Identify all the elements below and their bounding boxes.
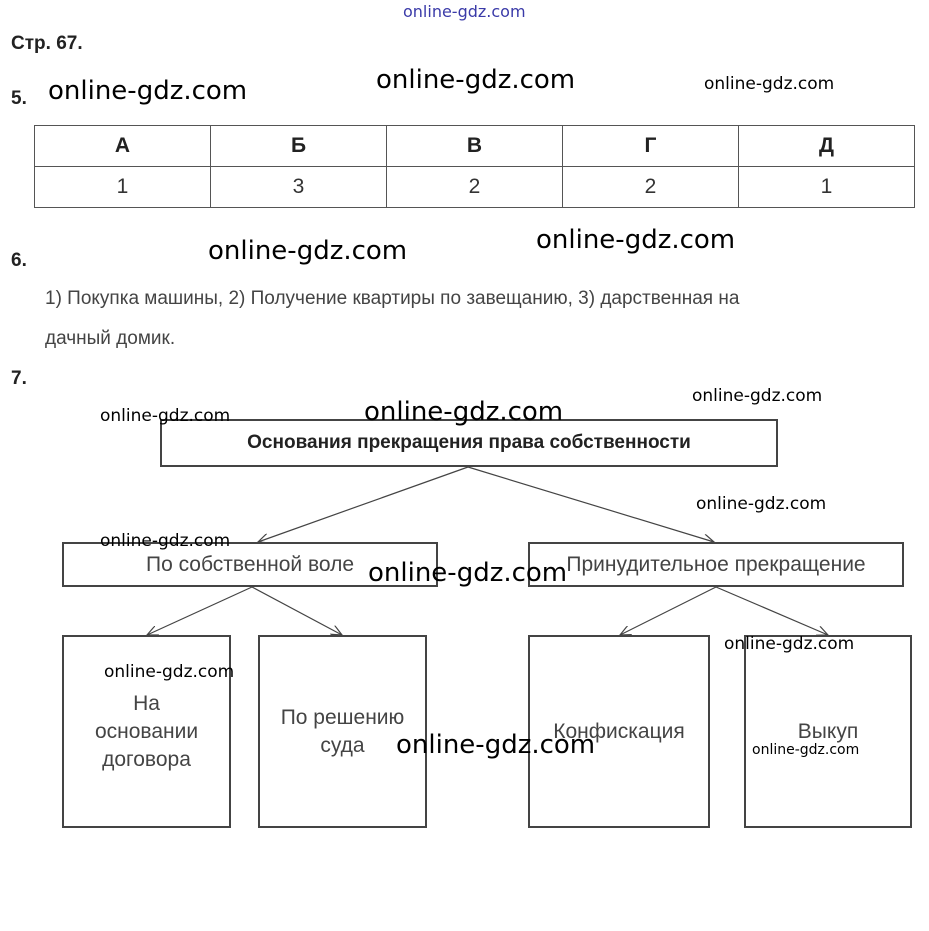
watermark: online-gdz.com [692,386,823,406]
diagram-root-box: Основания прекращения права собственности [160,419,778,467]
table-header-cell: А [35,126,211,167]
watermark: online-gdz.com [48,76,248,106]
watermark: online-gdz.com [376,65,576,95]
table-cell: 1 [35,167,211,208]
diagram-forced-box: Принудительное прекращение [528,542,904,587]
table-cell: 1 [739,167,915,208]
table-cell: 2 [387,167,563,208]
watermark: online-gdz.com [104,662,235,682]
watermark: online-gdz.com [100,406,231,426]
arrow-forced-to-confiscation [620,587,716,635]
watermark: online-gdz.com [536,225,736,255]
diagram-confiscation-box: Конфискация [528,635,710,828]
table-cell: 3 [211,167,387,208]
diagram-buyout-box: Выкуп [744,635,912,828]
watermark: online-gdz.com [752,742,860,758]
question-7-number: 7. [11,368,27,389]
watermark: online-gdz.com [368,558,568,588]
question-6-number: 6. [11,250,27,271]
watermark: online-gdz.com [208,236,408,266]
question-6-answer-line-1: 1) Покупка машины, 2) Получение квартиры по завещанию, 3) дарственная на [45,288,740,309]
question-6-answer-line-2: дачный домик. [45,328,176,349]
diagram-contract-box: На основании договора [62,635,231,828]
table-header-cell: В [387,126,563,167]
watermark: online-gdz.com [396,730,596,760]
arrow-root-to-voluntary [258,467,468,542]
arrow-voluntary-to-court [252,587,342,635]
diagram-court-box: По решению суда [258,635,427,828]
table-header-cell: Б [211,126,387,167]
watermark-top: online-gdz.com [403,2,526,21]
arrow-voluntary-to-contract [147,587,252,635]
watermark: online-gdz.com [364,397,564,427]
watermark: online-gdz.com [100,531,231,551]
table-header-cell: Г [563,126,739,167]
arrow-forced-to-buyout [716,587,828,635]
diagram-voluntary-box: По собственной воле [62,542,438,587]
watermark: online-gdz.com [696,494,827,514]
table-cell: 2 [563,167,739,208]
watermark: online-gdz.com [704,74,835,94]
table-header-cell: Д [739,126,915,167]
page-reference: Стр. 67. [11,33,83,54]
question-5-number: 5. [11,88,27,109]
watermark: online-gdz.com [724,634,855,654]
arrow-root-to-forced [468,467,714,542]
